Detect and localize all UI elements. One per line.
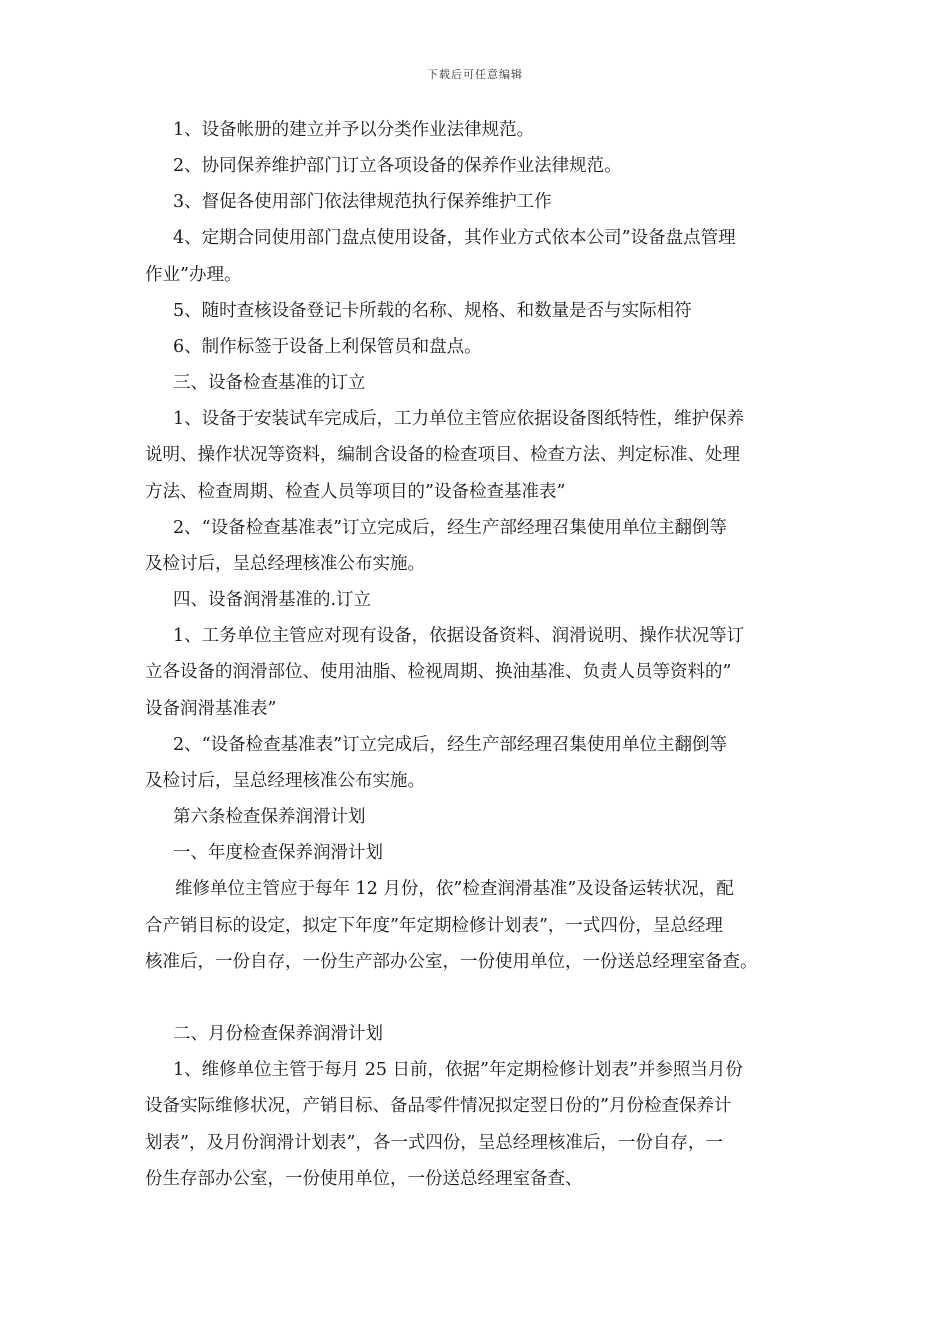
section-heading: 二、月份检查保养润滑计划 xyxy=(173,1024,383,1044)
paragraph-line: 6、制作标签于设备上利保管员和盘点。 xyxy=(173,337,482,357)
paragraph-line: 1、工务单位主管应对现有设备，依据设备资料、润滑说明、操作状况等订 xyxy=(173,626,745,646)
paragraph-line: 设备实际维修状况，产销目标、备品零件情况拟定翌日份的”月份检查保养计 xyxy=(145,1096,732,1116)
paragraph-line: 设备润滑基准表” xyxy=(145,699,277,719)
paragraph-line: 立各设备的润滑部位、使用油脂、检视周期、换油基准、负责人员等资料的” xyxy=(145,662,732,682)
section-heading: 一、年度检查保养润滑计划 xyxy=(173,843,383,863)
paragraph-line: 2、“设备检查基准表”订立完成后，经生产部经理召集使用单位主翻倒等 xyxy=(173,518,728,538)
paragraph-line: 1、维修单位主管于每月 25 日前，依据”年定期检修计划表”并参照当月份 xyxy=(173,1060,743,1080)
paragraph-line: 3、督促各使用部门依法律规范执行保养维护工作 xyxy=(173,192,552,212)
paragraph-line: 5、随时查核设备登记卡所载的名称、规格、和数量是否与实际相符 xyxy=(173,301,692,321)
section-heading: 三、设备检查基准的订立 xyxy=(173,373,366,393)
paragraph-line: 1、设备于安装试车完成后，工力单位主管应依据设备图纸特性，维护保养 xyxy=(173,409,745,429)
paragraph-line: 核准后，一份自存，一份生产部办公室，一份使用单位，一份送总经理室备查。 xyxy=(145,952,758,972)
paragraph-line: 合产销目标的设定，拟定下年度”年定期检修计划表”，一式四份，呈总经理 xyxy=(145,916,723,936)
section-heading: 四、设备润滑基准的.订立 xyxy=(173,590,372,610)
paragraph-line: 方法、检查周期、检查人员等项目的”设备检查基准表” xyxy=(145,482,566,502)
paragraph-line: 作业”办理。 xyxy=(145,265,242,285)
article-heading: 第六条检查保养润滑计划 xyxy=(173,807,366,827)
paragraph-line: 说明、操作状况等资料，编制含设备的检查项目、检查方法、判定标准、处理 xyxy=(145,445,740,465)
paragraph-line: 4、定期合同使用部门盘点使用设备，其作业方式依本公司”设备盘点管理 xyxy=(173,228,736,248)
paragraph-line: 2、“设备检查基准表”订立完成后，经生产部经理召集使用单位主翻倒等 xyxy=(173,735,728,755)
paragraph-line: 及检讨后，呈总经理核准公布实施。 xyxy=(145,554,425,574)
paragraph-line: 份生存部办公室，一份使用单位，一份送总经理室备查、 xyxy=(145,1169,583,1189)
paragraph-line: 维修单位主管应于每年 12 月份，依”检查润滑基准”及设备运转状况，配 xyxy=(175,879,734,899)
paragraph-line: 1、设备帐册的建立并予以分类作业法律规范。 xyxy=(173,120,535,140)
paragraph-line: 2、协同保养维护部门订立各项设备的保养作业法律规范。 xyxy=(173,156,622,176)
paragraph-line: 划表”，及月份润滑计划表”，各一式四份，呈总经理核准后，一份自存，一 xyxy=(145,1133,723,1153)
paragraph-line: 及检讨后，呈总经理核准公布实施。 xyxy=(145,771,425,791)
page-header: 下载后可任意编辑 xyxy=(427,68,523,81)
